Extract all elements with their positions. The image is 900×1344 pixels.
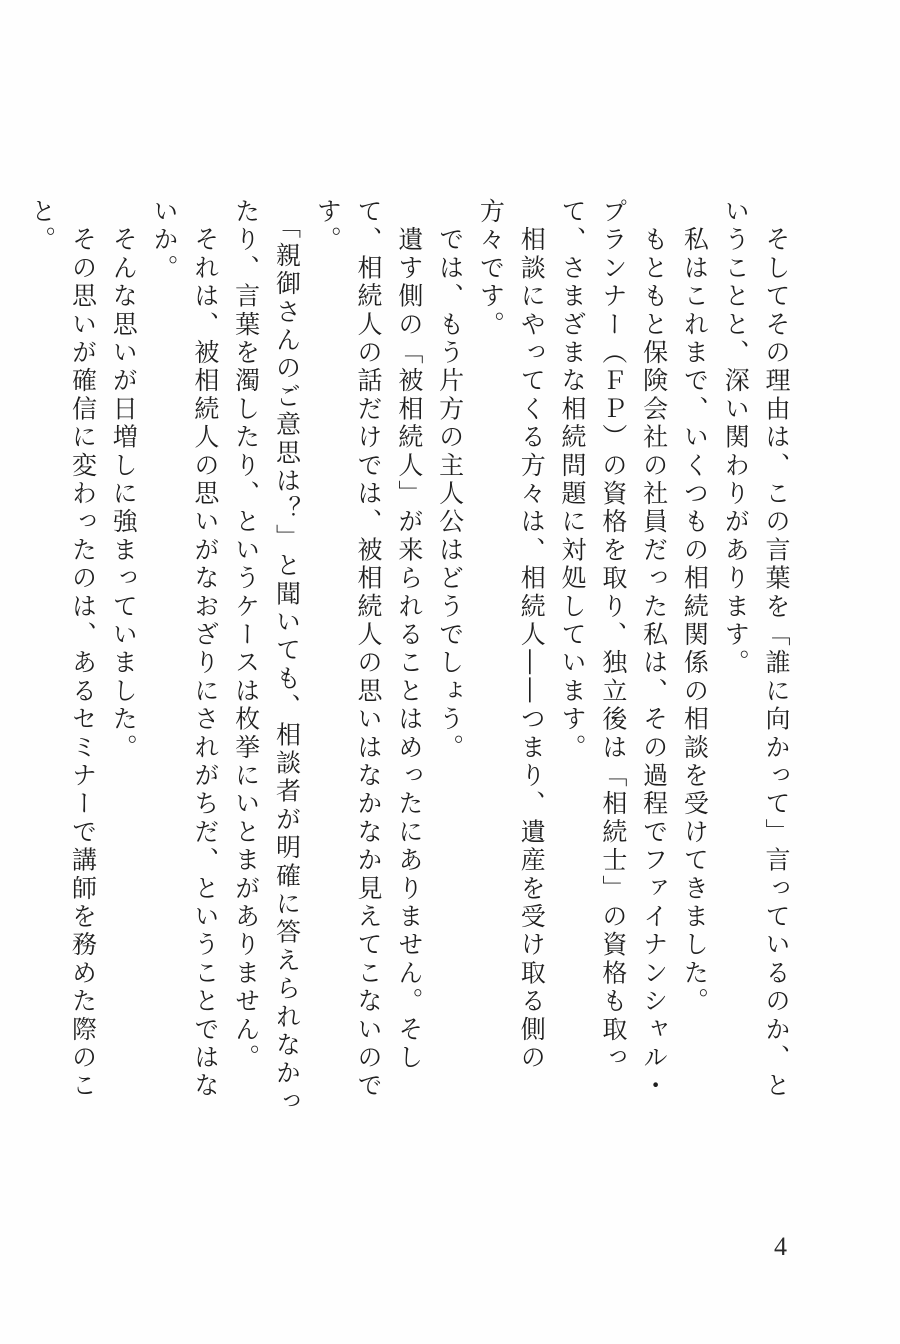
page-number: 4 [774, 1232, 787, 1261]
paragraph: では、もう片方の主人公はどうでしょう。 [435, 198, 465, 762]
paragraph: それは、被相続人の思いがなおざりにされがちだ、ということではないか。 [150, 198, 220, 1101]
paragraph: もともと保険会社の社員だった私は、その過程でファイナンシャル・プランナー（ＦＰ）の資格を取り、独立後は「相続士」の資格も取って、さまざまな相続問題に対処しています。 [558, 198, 669, 1101]
paragraph: そしてその理由は、この言葉を「誰に向かって」言っているのか、ということと、深い関わりがあります。 [721, 198, 791, 1101]
paragraph: 相談にやってくる方々は、相続人――つまり、遺産を受け取る側の方々です。 [476, 198, 547, 1073]
paragraph: その思いが確信に変わったのは、あるセミナーで講師を務めた際のこと。 [27, 198, 98, 1101]
paragraph: 「親御さんのご意思は？」と聞いても、相談者が明確に答えられなかったり、言葉を濁したり、というケースは枚挙にいとまがありません。 [231, 198, 302, 1117]
paragraph: そんな思いが日増しに強まっていました。 [109, 198, 139, 762]
paragraph: 私はこれまで、いくつもの相続関係の相談を受けてきました。 [680, 198, 710, 1016]
body-text [21, 198, 796, 1118]
paragraph: 遺す側の「被相続人」が来られることはめったにありません。そして、相続人の話だけでは、被相続人の思いはなかなか見えてこないのです。 [313, 198, 424, 1101]
